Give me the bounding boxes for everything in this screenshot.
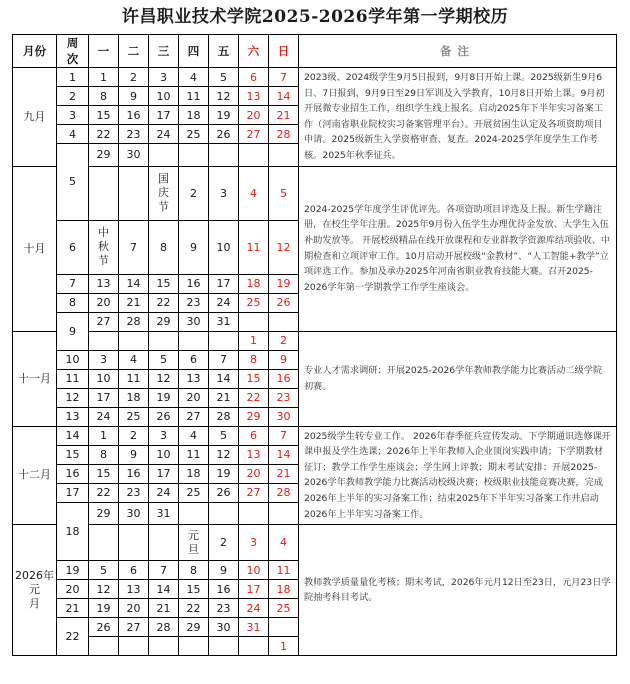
weekend-cell: 6 <box>239 426 269 445</box>
day-cell: 7 <box>209 350 239 369</box>
day-cell: 3 <box>149 68 179 87</box>
day-cell: 8 <box>89 445 119 464</box>
weekend-cell: 14 <box>269 87 299 106</box>
day-cell: 19 <box>209 464 239 483</box>
weekend-cell: 9 <box>269 350 299 369</box>
day-cell: 11 <box>179 445 209 464</box>
day-cell: 25 <box>179 125 209 144</box>
month-header: 月份 <box>13 35 57 68</box>
weekend-cell: 13 <box>239 87 269 106</box>
weekday-mon: 一 <box>89 35 119 68</box>
day-cell: 5 <box>209 68 239 87</box>
week-cell: 14 <box>57 426 89 445</box>
table-row <box>13 68 617 87</box>
weekend-cell <box>239 312 269 331</box>
day-cell: 22 <box>149 293 179 312</box>
day-cell: 21 <box>119 293 149 312</box>
day-cell: 25 <box>119 407 149 426</box>
weekend-cell: 22 <box>239 388 269 407</box>
weekend-cell: 21 <box>269 464 299 483</box>
weekday-thu: 四 <box>179 35 209 68</box>
day-cell: 4 <box>179 68 209 87</box>
day-cell: 22 <box>179 599 209 618</box>
day-cell <box>209 637 239 656</box>
day-cell: 5 <box>89 561 119 580</box>
day-cell: 15 <box>89 106 119 125</box>
weekend-cell: 28 <box>269 483 299 502</box>
day-cell <box>179 637 209 656</box>
weekend-cell: 5 <box>269 166 299 220</box>
weekend-cell: 29 <box>239 407 269 426</box>
day-cell: 30 <box>119 144 149 167</box>
day-cell: 17 <box>149 106 179 125</box>
day-cell: 22 <box>89 483 119 502</box>
day-cell: 3 <box>149 426 179 445</box>
weekend-cell: 27 <box>239 125 269 144</box>
remarks-oct: 2024-2025学年度学生评优评先。各项资助项目评选及上报。新生学籍注册，在校生学年注册。2025年9月份入伍学生办理优待金发放、大学生入伍补助发放等。 开展校级精品在线开放课程和专业群教学资源库结项验收、中期检查和立项评审工作。10月启动开展校级“金教材”、“人工智能+教学”立项评选工作。参加及承办2025年河南省职业教育技能大赛。召开2025-2026学年第一学期教学工作学生座谈会。 <box>299 166 617 331</box>
day-cell: 31 <box>209 312 239 331</box>
day-cell <box>149 525 179 561</box>
day-cell <box>149 331 179 350</box>
week-cell: 2 <box>57 87 89 106</box>
holiday-new-year: 元 旦 <box>179 525 209 561</box>
day-cell: 22 <box>89 125 119 144</box>
day-cell: 16 <box>119 106 149 125</box>
weekend-cell: 11 <box>239 220 269 274</box>
remarks-jan: 教师教学质量量化考核；期末考试，2026年元月12日至23日，元月23日学院抽考科目考试。 <box>299 525 617 656</box>
weekend-cell: 18 <box>239 274 269 293</box>
day-cell: 1 <box>89 426 119 445</box>
day-cell <box>119 637 149 656</box>
table-row <box>13 525 617 561</box>
holiday-national-day: 国 庆 节 <box>149 166 179 220</box>
day-cell: 28 <box>209 407 239 426</box>
day-cell: 18 <box>179 106 209 125</box>
day-cell: 10 <box>89 369 119 388</box>
day-cell: 16 <box>209 580 239 599</box>
day-cell: 20 <box>89 293 119 312</box>
day-cell: 16 <box>179 274 209 293</box>
day-cell: 25 <box>179 483 209 502</box>
day-cell: 14 <box>209 369 239 388</box>
day-cell <box>209 144 239 167</box>
day-cell: 23 <box>119 483 149 502</box>
weekend-cell <box>269 502 299 525</box>
weekend-cell: 3 <box>239 525 269 561</box>
day-cell: 2 <box>119 426 149 445</box>
table-row <box>13 331 617 350</box>
day-cell <box>149 144 179 167</box>
day-cell: 14 <box>149 580 179 599</box>
remarks-dec: 2025级学生转专业工作。 2026年春季征兵宣传发动。下学期通识选修课开课申报及学生选课；2026年上半年教师入企业顶岗实践申请；下学期教材征订；教学工作学生座谈会；学生网上评教；期末考试安排；开展2025-2026学年教师教学能力比赛活动校级决赛；校级职业技能竞赛决赛，完成2026年上半年的实习备案工作；结束2025年下半年实习备案工作并启动2026年上半年实习备案工作。 <box>299 426 617 525</box>
weekday-tue: 二 <box>119 35 149 68</box>
day-cell: 12 <box>89 580 119 599</box>
day-cell <box>89 331 119 350</box>
week-cell: 16 <box>57 464 89 483</box>
weekend-cell: 13 <box>239 445 269 464</box>
school-calendar-table <box>12 34 617 656</box>
day-cell: 29 <box>89 144 119 167</box>
remarks-nov: 专业人才需求调研；开展2025-2026学年教师教学能力比赛活动二级学院初赛。 <box>299 331 617 426</box>
weekend-cell <box>239 637 269 656</box>
day-cell: 26 <box>149 407 179 426</box>
day-cell: 11 <box>179 87 209 106</box>
day-cell: 5 <box>149 350 179 369</box>
weekend-cell: 10 <box>239 561 269 580</box>
day-cell <box>179 144 209 167</box>
weekend-cell: 23 <box>269 388 299 407</box>
day-cell: 24 <box>209 293 239 312</box>
day-cell: 3 <box>209 166 239 220</box>
calendar-title: 许昌职业技术学院2025-2026学年第一学期校历 <box>121 7 509 27</box>
day-cell <box>89 525 119 561</box>
day-cell: 10 <box>149 87 179 106</box>
weekday-sat: 六 <box>239 35 269 68</box>
day-cell: 15 <box>89 464 119 483</box>
weekend-cell: 30 <box>269 407 299 426</box>
day-cell <box>89 166 119 220</box>
day-cell: 2 <box>119 68 149 87</box>
weekend-cell: 28 <box>269 125 299 144</box>
week-cell: 20 <box>57 580 89 599</box>
day-cell: 30 <box>209 618 239 637</box>
day-cell: 4 <box>119 350 149 369</box>
day-cell: 1 <box>89 68 119 87</box>
week-cell: 4 <box>57 125 89 144</box>
week-cell: 9 <box>57 312 89 350</box>
weekend-cell: 4 <box>239 166 269 220</box>
weekend-cell: 18 <box>269 580 299 599</box>
weekday-fri: 五 <box>209 35 239 68</box>
week-cell: 15 <box>57 445 89 464</box>
month-cell-nov: 十一月 <box>13 331 57 426</box>
weekend-cell: 15 <box>239 369 269 388</box>
week-cell: 11 <box>57 369 89 388</box>
day-cell: 30 <box>179 312 209 331</box>
day-cell: 29 <box>89 502 119 525</box>
week-cell: 6 <box>57 220 89 274</box>
weekend-cell: 2 <box>269 331 299 350</box>
day-cell: 18 <box>119 388 149 407</box>
holiday-mid-autumn: 中 秋 节 <box>89 220 119 274</box>
day-cell <box>209 502 239 525</box>
weekday-sun: 日 <box>269 35 299 68</box>
day-cell: 30 <box>119 502 149 525</box>
weekend-cell: 8 <box>239 350 269 369</box>
weekend-cell: 11 <box>269 561 299 580</box>
day-cell: 28 <box>119 312 149 331</box>
weekend-cell: 24 <box>239 599 269 618</box>
day-cell: 2 <box>209 525 239 561</box>
day-cell: 9 <box>209 561 239 580</box>
day-cell <box>89 637 119 656</box>
week-cell: 19 <box>57 561 89 580</box>
weekend-cell: 12 <box>269 220 299 274</box>
week-cell: 3 <box>57 106 89 125</box>
day-cell <box>119 166 149 220</box>
day-cell: 24 <box>149 125 179 144</box>
week-cell: 12 <box>57 388 89 407</box>
week-cell: 1 <box>57 68 89 87</box>
day-cell: 7 <box>119 220 149 274</box>
day-cell <box>119 331 149 350</box>
day-cell: 9 <box>119 445 149 464</box>
weekend-cell <box>239 502 269 525</box>
weekend-cell: 21 <box>269 106 299 125</box>
weekend-cell: 4 <box>269 525 299 561</box>
day-cell <box>179 331 209 350</box>
day-cell: 9 <box>119 87 149 106</box>
remarks-sep: 2023级、2024级学生9月5日报到，9月8日开始上课。2025级新生9月6日、7日报到，9月9日至29日军训及入学教育，10月8日开始上课。9月初开展微专业招生工作，组织学生线上报名。启动2025年下半年实习备案工作（河南省职业院校实习备案管理平台）。开展贫困生认定及各项资助项目申请。2025级新生入学资格审查、复查。2024-2025学年度学生工作考核。2025年秋季征兵。 <box>299 68 617 167</box>
day-cell: 24 <box>149 483 179 502</box>
day-cell: 12 <box>149 369 179 388</box>
day-cell: 10 <box>149 445 179 464</box>
day-cell: 17 <box>149 464 179 483</box>
day-cell: 20 <box>179 388 209 407</box>
weekend-cell: 31 <box>239 618 269 637</box>
day-cell <box>209 331 239 350</box>
weekend-cell <box>269 312 299 331</box>
month-cell-jan: 2026年 元 月 <box>13 525 57 656</box>
week-cell: 17 <box>57 483 89 502</box>
day-cell: 9 <box>179 220 209 274</box>
week-cell: 8 <box>57 293 89 312</box>
day-cell: 11 <box>119 369 149 388</box>
day-cell: 12 <box>209 445 239 464</box>
week-cell: 18 <box>57 502 89 561</box>
day-cell: 17 <box>89 388 119 407</box>
day-cell: 8 <box>89 87 119 106</box>
day-cell: 26 <box>209 483 239 502</box>
day-cell: 27 <box>119 618 149 637</box>
day-cell: 6 <box>179 350 209 369</box>
weekend-cell <box>269 144 299 167</box>
day-cell: 15 <box>179 580 209 599</box>
weekend-cell: 1 <box>239 331 269 350</box>
day-cell: 19 <box>209 106 239 125</box>
week-cell: 10 <box>57 350 89 369</box>
weekend-cell: 25 <box>269 599 299 618</box>
day-cell: 12 <box>209 87 239 106</box>
day-cell: 27 <box>179 407 209 426</box>
weekday-wed: 三 <box>149 35 179 68</box>
day-cell: 7 <box>149 561 179 580</box>
day-cell: 23 <box>179 293 209 312</box>
weekend-cell <box>269 618 299 637</box>
weekend-cell: 25 <box>239 293 269 312</box>
day-cell: 16 <box>119 464 149 483</box>
header-row <box>13 35 617 68</box>
remarks-header: 备注 <box>299 35 617 68</box>
day-cell: 18 <box>179 464 209 483</box>
day-cell: 20 <box>119 599 149 618</box>
day-cell: 19 <box>149 388 179 407</box>
day-cell: 14 <box>119 274 149 293</box>
day-cell <box>119 525 149 561</box>
day-cell: 6 <box>119 561 149 580</box>
weekend-cell: 14 <box>269 445 299 464</box>
month-cell-oct: 十月 <box>13 166 57 331</box>
day-cell: 3 <box>89 350 119 369</box>
day-cell: 5 <box>209 426 239 445</box>
day-cell: 15 <box>149 274 179 293</box>
day-cell: 26 <box>89 618 119 637</box>
day-cell: 8 <box>179 561 209 580</box>
week-cell: 7 <box>57 274 89 293</box>
day-cell: 2 <box>179 166 209 220</box>
week-cell: 5 <box>57 144 89 221</box>
day-cell: 29 <box>149 312 179 331</box>
weekend-cell: 19 <box>269 274 299 293</box>
day-cell: 31 <box>149 502 179 525</box>
weekend-cell: 1 <box>269 637 299 656</box>
day-cell: 27 <box>89 312 119 331</box>
weekend-cell: 7 <box>269 68 299 87</box>
day-cell: 21 <box>149 599 179 618</box>
week-cell: 21 <box>57 599 89 618</box>
day-cell: 13 <box>89 274 119 293</box>
week-cell: 13 <box>57 407 89 426</box>
day-cell: 17 <box>209 274 239 293</box>
weekend-cell: 16 <box>269 369 299 388</box>
day-cell: 21 <box>209 388 239 407</box>
month-cell-sep: 九月 <box>13 68 57 167</box>
day-cell: 23 <box>209 599 239 618</box>
weekend-cell: 7 <box>269 426 299 445</box>
day-cell <box>149 637 179 656</box>
day-cell: 23 <box>119 125 149 144</box>
week-cell: 22 <box>57 618 89 656</box>
weekend-cell: 27 <box>239 483 269 502</box>
weekend-cell: 20 <box>239 464 269 483</box>
day-cell: 29 <box>179 618 209 637</box>
weekend-cell <box>239 144 269 167</box>
day-cell: 13 <box>179 369 209 388</box>
weekend-cell: 17 <box>239 580 269 599</box>
week-header: 周 次 <box>57 35 89 68</box>
day-cell: 8 <box>149 220 179 274</box>
day-cell: 19 <box>89 599 119 618</box>
weekend-cell: 6 <box>239 68 269 87</box>
weekend-cell: 26 <box>269 293 299 312</box>
day-cell: 28 <box>149 618 179 637</box>
month-cell-dec: 十二月 <box>13 426 57 525</box>
day-cell <box>179 502 209 525</box>
day-cell: 26 <box>209 125 239 144</box>
day-cell: 10 <box>209 220 239 274</box>
day-cell: 13 <box>119 580 149 599</box>
table-row <box>13 426 617 445</box>
weekend-cell: 20 <box>239 106 269 125</box>
table-row <box>13 166 617 220</box>
day-cell: 24 <box>89 407 119 426</box>
day-cell: 4 <box>179 426 209 445</box>
